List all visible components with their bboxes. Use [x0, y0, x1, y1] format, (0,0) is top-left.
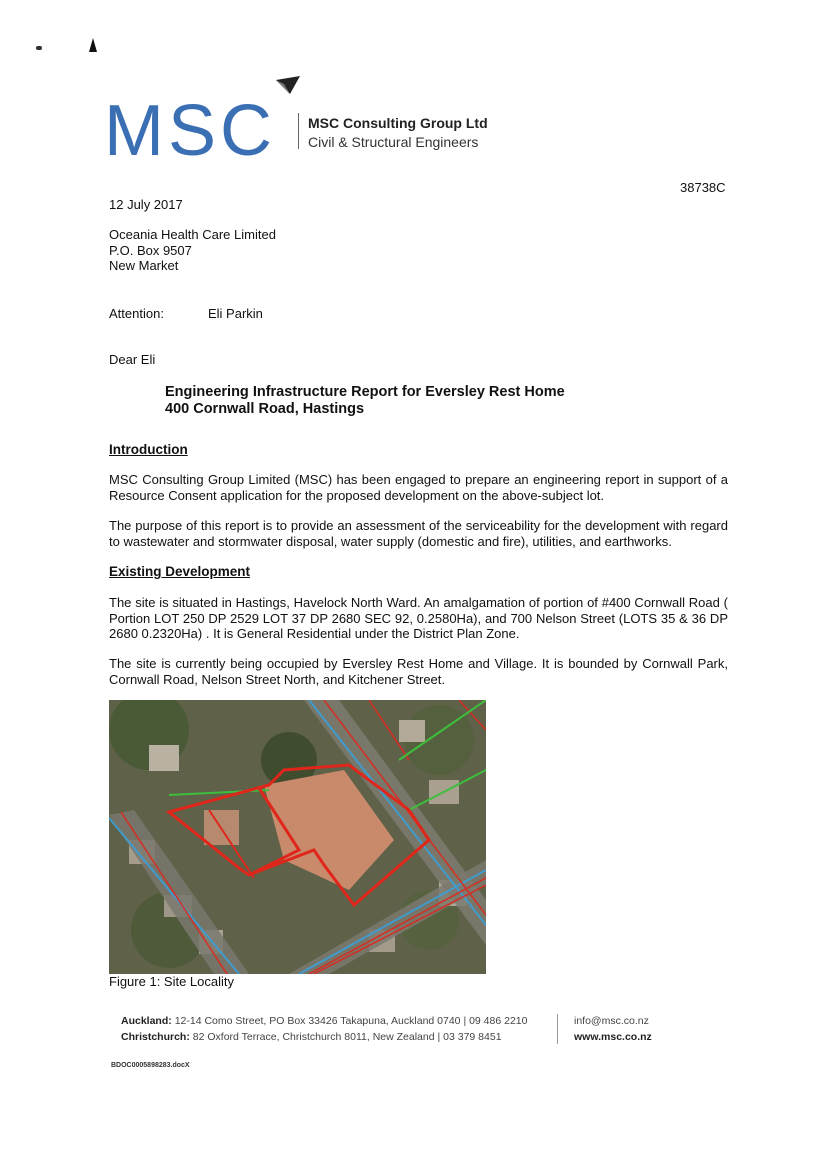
footer-christchurch-label: Christchurch: — [121, 1031, 190, 1043]
salutation: Dear Eli — [109, 352, 156, 367]
document-id: BDOC0005898283.docX — [111, 1062, 190, 1069]
footer-auckland-text: 12-14 Como Street, PO Box 33426 Takapuna, Auckland 0740 | 09 486 2210 — [174, 1015, 528, 1027]
reference-number: 38738C — [680, 180, 726, 195]
aerial-photo — [109, 700, 486, 974]
attention-label: Attention: — [109, 306, 164, 321]
scan-mark — [89, 38, 97, 52]
recipient-line: New Market — [109, 258, 179, 273]
footer-divider — [557, 1014, 558, 1044]
scan-mark — [36, 46, 42, 50]
existing-paragraph: The site is currently being occupied by Eversley Rest Home and Village. It is bounded by Cornwall Park, Cornwall Road, Nelson Street North, and Kitchener Street. — [109, 656, 728, 687]
existing-development-heading: Existing Development — [109, 564, 251, 579]
introduction-heading: Introduction — [109, 442, 188, 457]
company-name: MSC Consulting Group Ltd — [308, 115, 488, 131]
footer-addresses — [121, 1013, 527, 1045]
recipient-line: P.O. Box 9507 — [109, 242, 192, 258]
recipient-line: Oceania Health Care Limited — [109, 227, 276, 242]
footer-contact — [574, 1013, 652, 1045]
site-locality-map — [109, 700, 486, 974]
figure-caption: Figure 1: Site Locality — [109, 974, 235, 989]
msc-logo: MSC — [104, 91, 276, 171]
subject-address: 400 Cornwall Road, Hastings — [165, 401, 365, 417]
footer-christchurch — [121, 1029, 527, 1045]
attention-name: Eli Parkin — [208, 306, 263, 321]
logo-mark-icon — [276, 76, 302, 96]
recipient-address — [109, 227, 276, 274]
existing-paragraph: The site is situated in Hastings, Havelock North Ward. An amalgamation of portion of #400 Cornwall Road ( Portion LOT 250 DP 2529 LOT 37 DP 2680 SEC 92, 0.2580Ha), and 700 Nelson Street (LOTS 35 & 36 DP 2680 0.2320Ha) . It is General Residential under the District Plan Zone. — [109, 595, 728, 641]
footer-auckland — [121, 1013, 527, 1029]
subject-title: Engineering Infrastructure Report for Eversley Rest Home — [165, 384, 565, 400]
intro-paragraph: MSC Consulting Group Limited (MSC) has been engaged to prepare an engineering report in support of a Resource Consent application for the proposed development on the above-subject lot. — [109, 472, 728, 503]
intro-paragraph: The purpose of this report is to provide an assessment of the serviceability for the development with regard to wastewater and stormwater disposal, water supply (domestic and fire), utilities, and earthworks. — [109, 518, 728, 549]
footer-email[interactable]: info@msc.co.nz — [574, 1015, 649, 1027]
footer-auckland-label: Auckland: — [121, 1015, 172, 1027]
letter-date: 12 July 2017 — [109, 197, 183, 212]
subject-line — [165, 384, 565, 418]
letterhead-divider — [298, 113, 299, 149]
footer-christchurch-text: 82 Oxford Terrace, Christchurch 8011, New Zealand | 03 379 8451 — [192, 1031, 502, 1043]
company-tagline: Civil & Structural Engineers — [308, 134, 479, 150]
footer-website[interactable]: www.msc.co.nz — [574, 1031, 652, 1043]
